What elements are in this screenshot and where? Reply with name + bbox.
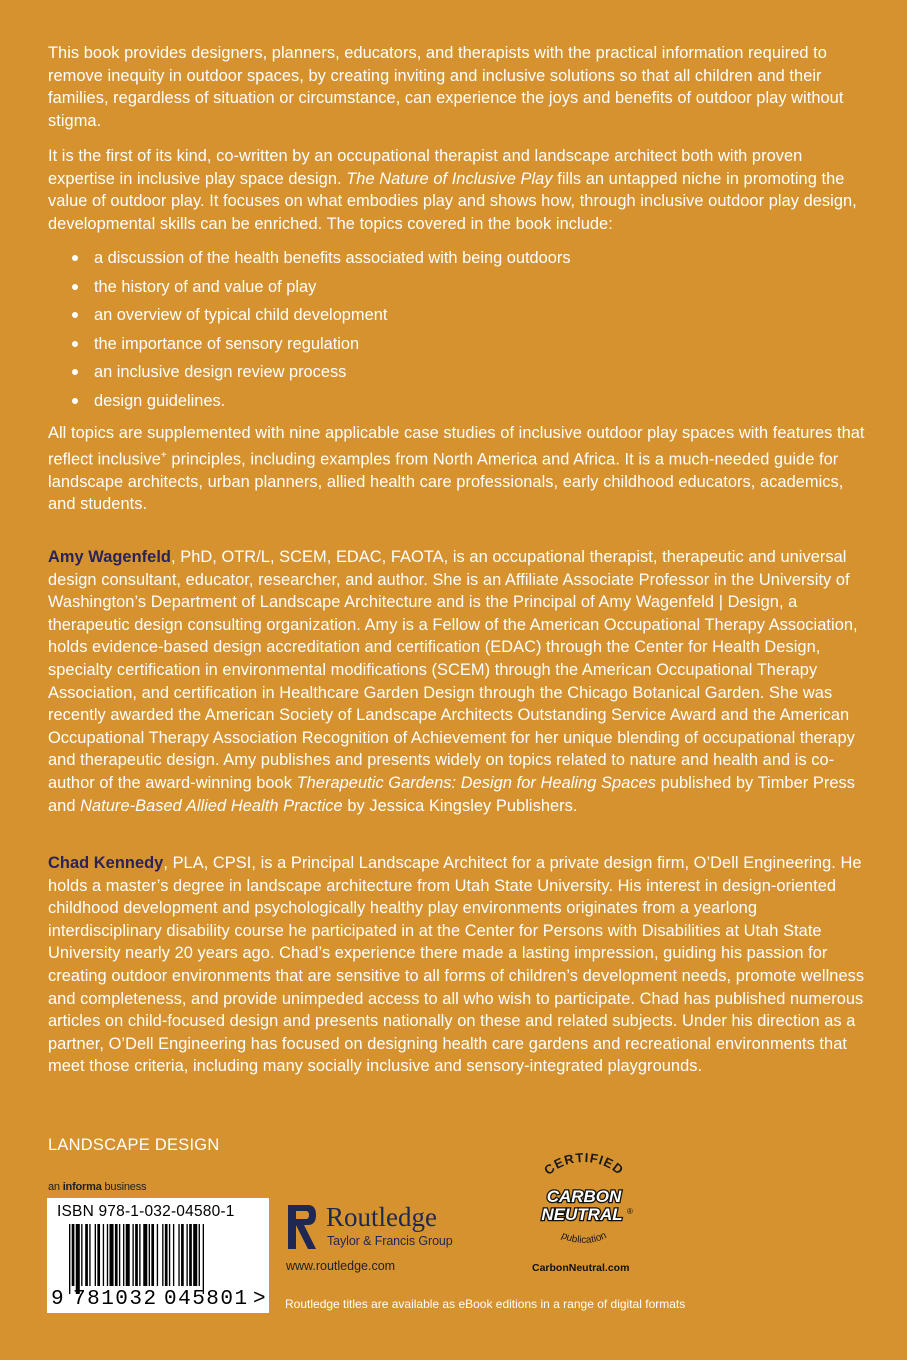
barcode-bar (97, 1224, 100, 1286)
barcode-bar (151, 1224, 154, 1286)
author-bio-chad (48, 852, 870, 1078)
badge-carbon-text: CARBON (546, 1187, 622, 1206)
paragraph-2-text-a: It is the first of its kind, co-written by an occupational therapist and landscape architect both with proven expertise in inclusive play space design. (48, 147, 803, 188)
paragraph-3-text-b: principles, including examples from North America and Africa. It is a much-needed guide for landscape architects, urban planners, allied health care professionals, early childhood educators, academics, and students. (48, 450, 844, 514)
author-name: Chad Kennedy (48, 854, 164, 872)
topics-list (48, 244, 868, 415)
author-name: Amy Wagenfeld (48, 548, 171, 566)
routledge-logo-icon (284, 1203, 318, 1253)
barcode-digits-left: 781032 (73, 1288, 158, 1311)
paragraph-2-text-b: fills an untapped niche in promoting the value of outdoor play. It focuses on what embodies play and shows how, through inclusive outdoor play design, developmental skills can be enriched. The topics covered in the book include: (48, 169, 857, 233)
barcode-bar (169, 1224, 170, 1286)
barcode-bar (162, 1224, 163, 1286)
informa-business-label (48, 1181, 146, 1193)
book-title: Nature-Based Allied Health Practice (80, 796, 343, 815)
barcode-bar (135, 1224, 138, 1286)
barcode-bar (143, 1224, 147, 1286)
description-paragraph-2 (48, 145, 870, 235)
barcode-bar (69, 1224, 70, 1294)
bullet-icon (72, 255, 78, 261)
carbon-neutral-badge-icon (524, 1150, 644, 1260)
barcode-bar (110, 1224, 114, 1286)
informa-suffix: business (101, 1181, 147, 1193)
svg-text:publication (560, 1230, 609, 1246)
barcode-bar (85, 1224, 88, 1286)
bullet-icon (72, 284, 78, 290)
bio-text: , PhD, OTR/L, SCEM, EDAC, FAOTA, is an occupational therapist, therapeutic and universal design consultant, educator, researcher, and author. She is an Affiliate Associate Professor in the University of Washington’s Department of Landscape Architecture and is the Principal of Amy Wagenfeld | Design, a therapeutic design consulting organization. Amy is a Fellow of the American Occupational Therapy Association, holds evidence-based design accreditation and certification (EDAC) through the Center for Health Design, specialty certification in environmental modifications (SCEM) through the American Occupational Therapy Association, and certification in Healthcare Garden Design through the Chicago Botanical Garden. She was recently awarded the American Society of Landscape Architects Outstanding Service Award and the American Occupational Therapy Association Recognition of Achievement for her unique blending of occupational therapy and therapeutic design. Amy publishes and presents widely on topics related to nature and health and is co-author of the award-winning book (48, 548, 858, 792)
barcode-bar (95, 1224, 96, 1286)
book-title: The Nature of Inclusive Play (346, 169, 553, 188)
topic-text: the history of and value of play (94, 277, 317, 296)
bullet-icon (72, 398, 78, 404)
topic-item (48, 301, 868, 330)
topic-text: the importance of sensory regulation (94, 334, 360, 353)
barcode-bar (178, 1224, 179, 1286)
carbon-neutral-url: CarbonNeutral.com (532, 1262, 630, 1274)
description-paragraph-1: This book provides designers, planners, educators, and therapists with the practical information required to remove inequity in outdoor spaces, by creating inviting and inclusive solutions so that all children and their families, regardless of situation or circumstance, can experience the joys and benefits of outdoor play without stigma. (48, 44, 844, 130)
topic-item (48, 273, 868, 302)
barcode-bar (126, 1224, 130, 1286)
barcode-digit-prefix: 9 (51, 1288, 66, 1311)
bio-text: published by Timber Press and (48, 773, 856, 815)
badge-top-text: CERTIFIED (541, 1150, 627, 1178)
bullet-icon (72, 341, 78, 347)
topic-text: an overview of typical child development (94, 306, 388, 324)
barcode-bar (186, 1224, 187, 1286)
topic-item (48, 330, 868, 359)
barcode-digits-right: 045801 (164, 1288, 249, 1311)
isbn-barcode (47, 1198, 269, 1313)
ebook-note: Routledge titles are available as eBook editions in a range of digital formats (285, 1297, 686, 1311)
barcode-bar (189, 1224, 192, 1286)
barcode-bar (173, 1224, 174, 1286)
publisher-name: Routledge (326, 1202, 437, 1232)
barcode-bar (115, 1224, 118, 1286)
barcode-bar (193, 1224, 197, 1286)
paragraph-3-text-a: All topics are supplemented with nine applicable case studies of inclusive outdoor play spaces with features that reflect inclusive (48, 424, 865, 469)
barcode-bar (72, 1224, 75, 1286)
topic-text: design guidelines. (94, 391, 226, 410)
barcode-bar (119, 1224, 120, 1286)
topic-item (48, 387, 868, 416)
barcode-bar (181, 1224, 184, 1286)
topic-item (48, 358, 868, 387)
badge-registered-mark: ® (627, 1207, 633, 1216)
informa-prefix: an (48, 1181, 63, 1193)
barcode-bar (81, 1224, 82, 1286)
barcode-bar (132, 1224, 133, 1286)
publisher-url: www.routledge.com (286, 1259, 396, 1273)
topic-item (48, 244, 868, 273)
badge-bottom-text: publication (559, 1230, 609, 1246)
bio-text: by Jessica Kingsley Publishers. (342, 796, 578, 815)
bullet-icon (72, 369, 78, 375)
svg-text:CERTIFIED (541, 1150, 627, 1178)
barcode-bar (76, 1224, 80, 1294)
barcode-bar (203, 1224, 204, 1294)
author-bio-amy (48, 546, 870, 817)
barcode-bar (199, 1224, 200, 1286)
bullet-icon (72, 312, 78, 318)
barcode-bar (107, 1224, 108, 1286)
barcode-bar (165, 1224, 168, 1286)
isbn-label: ISBN 978-1-032-04580-1 (57, 1203, 235, 1220)
subject-category: LANDSCAPE DESIGN (48, 1136, 220, 1154)
barcode-end-mark: > (253, 1288, 268, 1311)
description-paragraph-3 (48, 422, 870, 516)
barcode-bar (139, 1224, 140, 1286)
barcode-bar (157, 1224, 158, 1286)
badge-neutral-text: NEUTRAL (541, 1205, 623, 1224)
informa-brand: informa (62, 1181, 102, 1193)
topic-text: a discussion of the health benefits associated with being outdoors (94, 249, 571, 267)
barcode-bar (89, 1224, 90, 1286)
publisher-group: Taylor & Francis Group (327, 1234, 453, 1248)
barcode-bar (149, 1224, 150, 1286)
topic-text: an inclusive design review process (94, 363, 347, 381)
inclusive-plus-mark: + (160, 449, 167, 461)
barcode-bar (123, 1224, 124, 1286)
bio-text: , PLA, CPSI, is a Principal Landscape Architect for a private design firm, O’Dell Engineering. He holds a master’s degree in landscape architecture from Utah State University. His interest in design-oriented childhood development and psychologically healthy play environments originates from a yearlong interdisciplinary disability course he participated in at the Center for Persons with Disabilities at Utah State University nearly 20 years ago. Chad’s experience there made a lasting impression, guiding his passion for creating outdoor environments that are sensitive to all forms of children’s development needs, promote wellness and completeness, and provide unimpeded access to all who wish to participate. Chad has published numerous articles on child-focused design and presents nationally on these and related subjects. Under his direction as a partner, O’Dell Engineering has focused on designing health care gardens and recreational environments that meet those criteria, including many socially inclusive and sensory-integrated playgrounds. (48, 854, 865, 1076)
barcode-bar (103, 1224, 104, 1286)
book-title: Therapeutic Gardens: Design for Healing Spaces (296, 773, 657, 792)
